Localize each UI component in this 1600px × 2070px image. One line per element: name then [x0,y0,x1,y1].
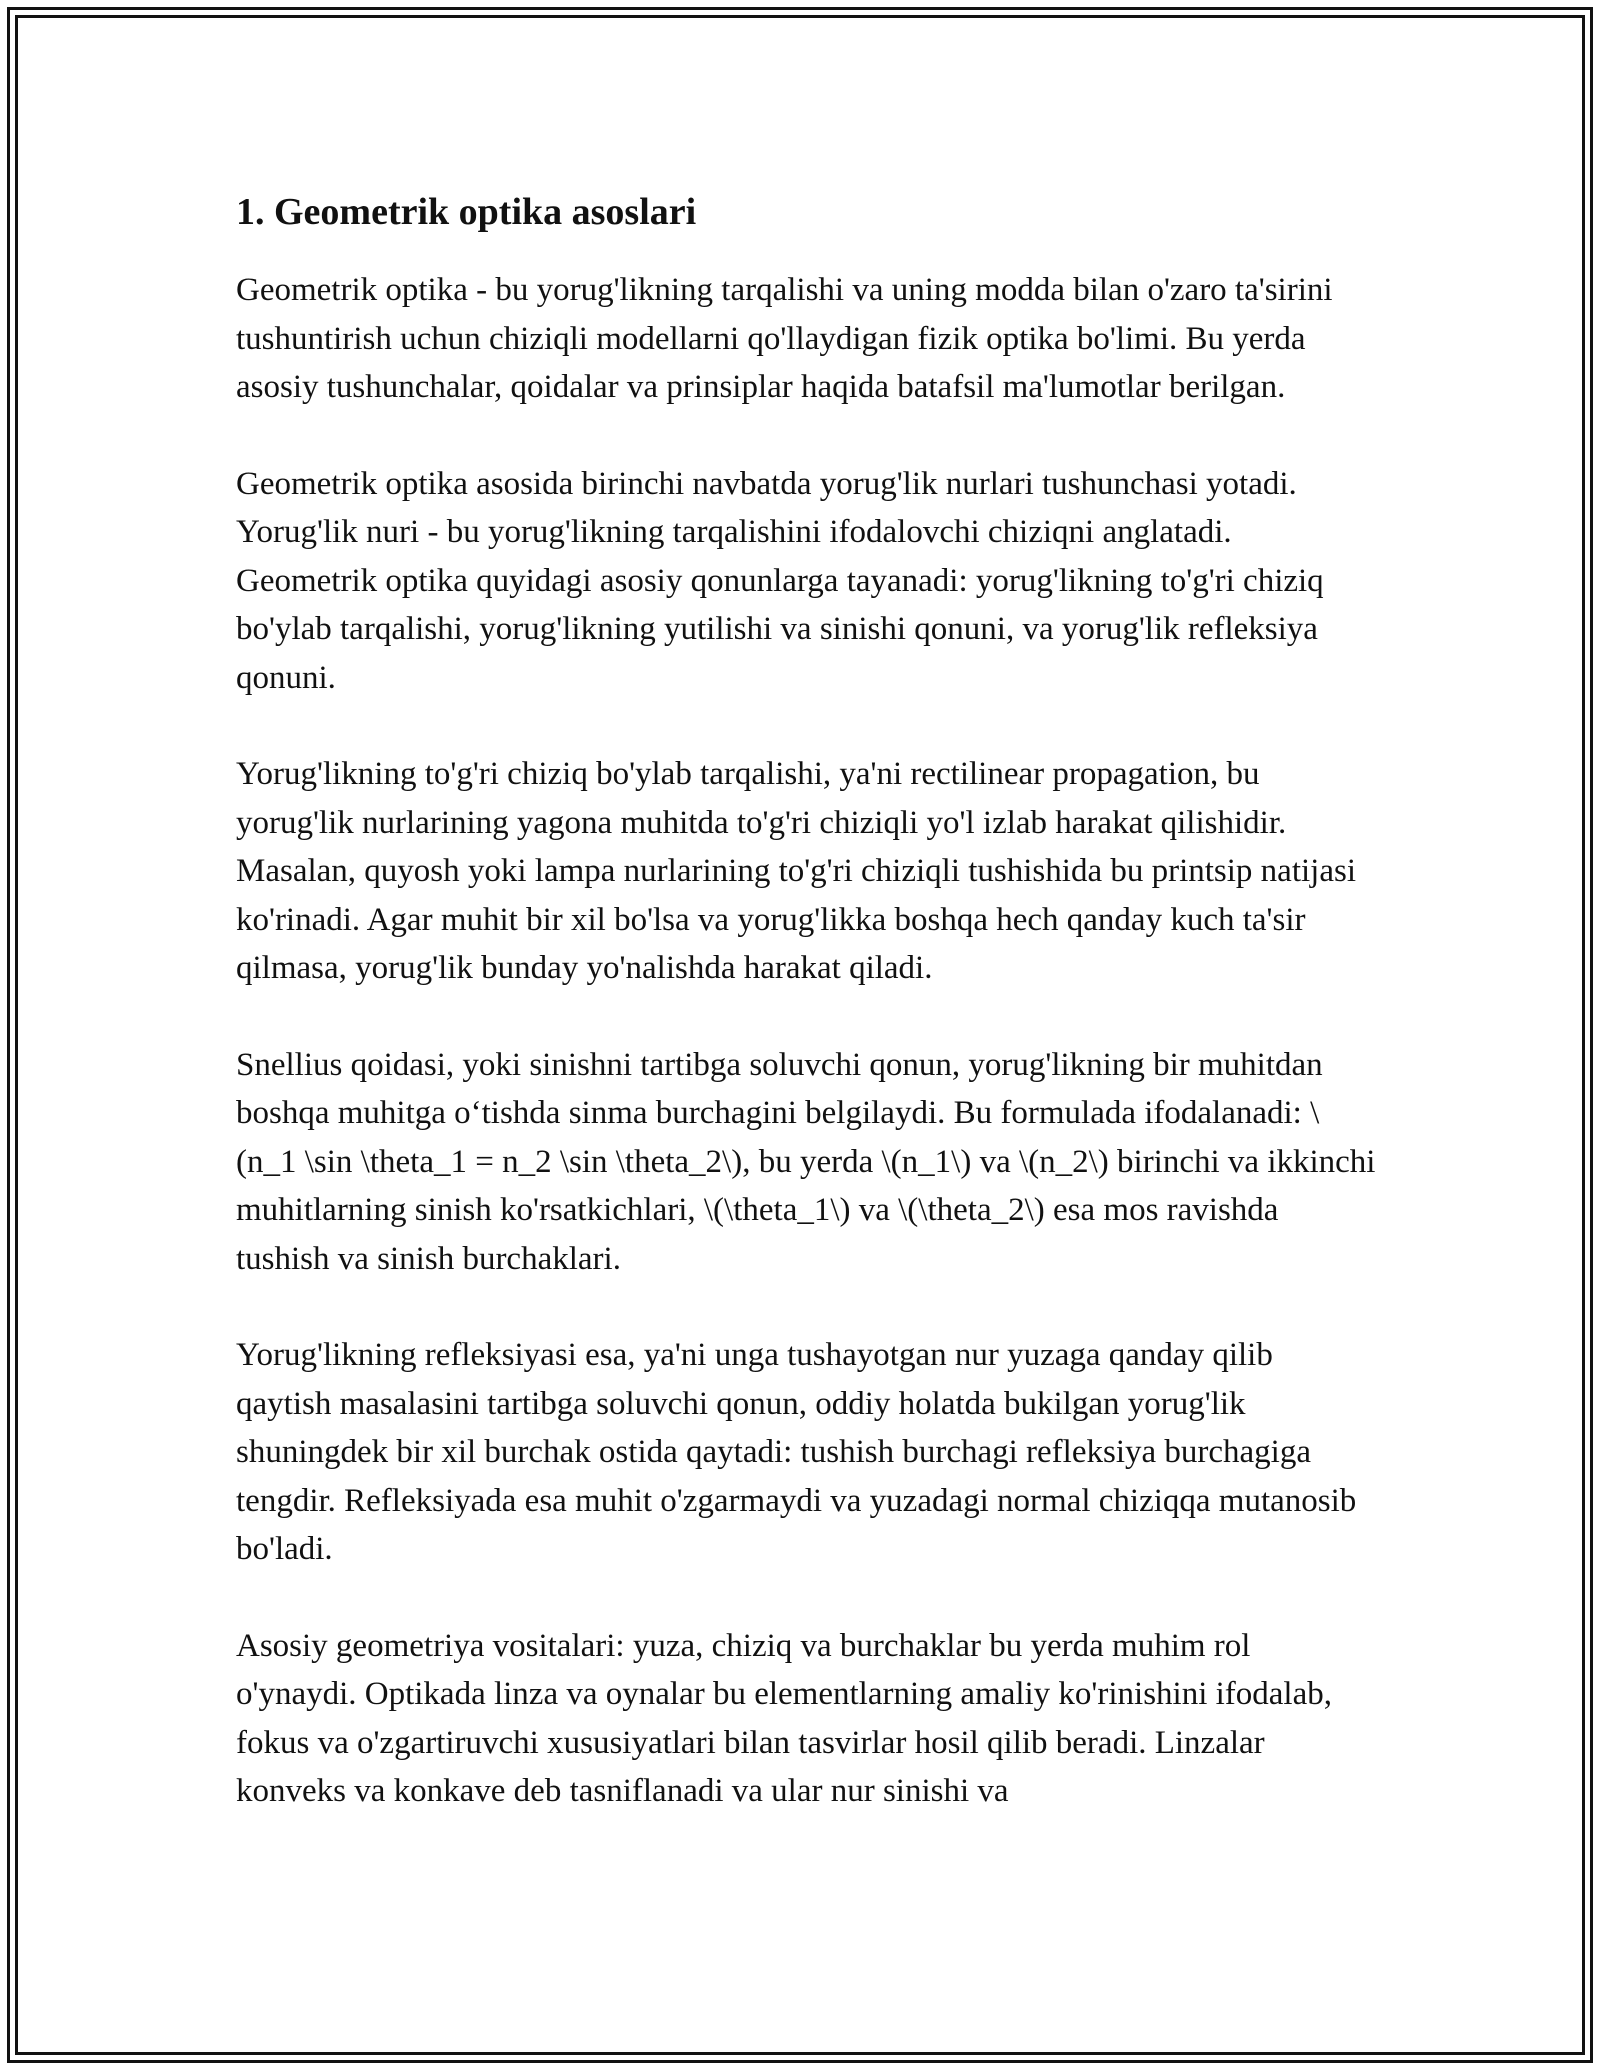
document-body [236,186,1376,1864]
section-heading: 1. Geometrik optika asoslari [236,191,697,233]
paragraph-4: Snellius qoidasi, yoki sinishni tartibga soluvchi qonun, yorug'likning bir muhitdan boshqa muhitga o‘tishda sinma burchagini belgilaydi. Bu formulada ifodalanadi: \(n_1 \sin \theta_1 = n_2 \sin \theta_2\), bu yerda \(n_1\) va \(n_2\) birinchi va ikkinchi muhitlarning sinish ko'rsatkichlari, \(\theta_1\) va \(\theta_2\) esa mos ravishda tushish va sinish burchaklari. [236,1046,1376,1277]
paragraph-3: Yorug'likning to'g'ri chiziq bo'ylab tarqalishi, ya'ni rectilinear propagation, bu yorug'lik nurlarining yagona muhitda to'g'ri chiziqli yo'l izlab harakat qilishidir. Masalan, quyosh yoki lampa nurlarining to'g'ri chiziqli tushishida bu printsip natijasi ko'rinadi. Agar muhit bir xil bo'lsa va yorug'likka boshqa hech qanday kuch ta'sir qilmasa, yorug'lik bunday yo'nalishda harakat qiladi. [236,756,1356,986]
paragraph-1: Geometrik optika - bu yorug'likning tarqalishi va uning modda bilan o'zaro ta'sirini tushuntirish uchun chiziqli modellarni qo'llaydigan fizik optika bo'limi. Bu yerda asosiy tushunchalar, qoidalar va prinsiplar haqida batafsil ma'lumotlar berilgan. [236,272,1333,405]
paragraph-6: Asosiy geometriya vositalari: yuza, chiziq va burchaklar bu yerda muhim rol o'ynaydi. Optikada linza va oynalar bu elementlarning amaliy ko'rinishini ifodalab, fokus va o'zgartiruvchi xususiyatlari bilan tasvirlar hosil qilib beradi. Linzalar konveks va konkave deb tasniflanadi va ular nur sinishi va [236,1627,1332,1809]
paragraph-2: Geometrik optika asosida birinchi navbatda yorug'lik nurlari tushunchasi yotadi. Yorug'lik nuri - bu yorug'likning tarqalishini ifodalovchi chiziqni anglatadi. Geometrik optika quyidagi asosiy qonunlarga tayanadi: yorug'likning to'g'ri chiziq bo'ylab tarqalishi, yorug'likning yutilishi va sinishi qonuni, va yorug'lik refleksiya qonuni. [236,465,1324,696]
paragraph-5: Yorug'likning refleksiyasi esa, ya'ni unga tushayotgan nur yuzaga qanday qilib qaytish masalasini tartibga soluvchi qonun, oddiy holatda bukilgan yorug'lik shuningdek bir xil burchak ostida qaytadi: tushish burchagi refleksiya burchagiga tengdir. Refleksiyada esa muhit o'zgarmaydi va yuzadagi normal chiziqqa mutanosib bo'ladi. [236,1337,1357,1567]
